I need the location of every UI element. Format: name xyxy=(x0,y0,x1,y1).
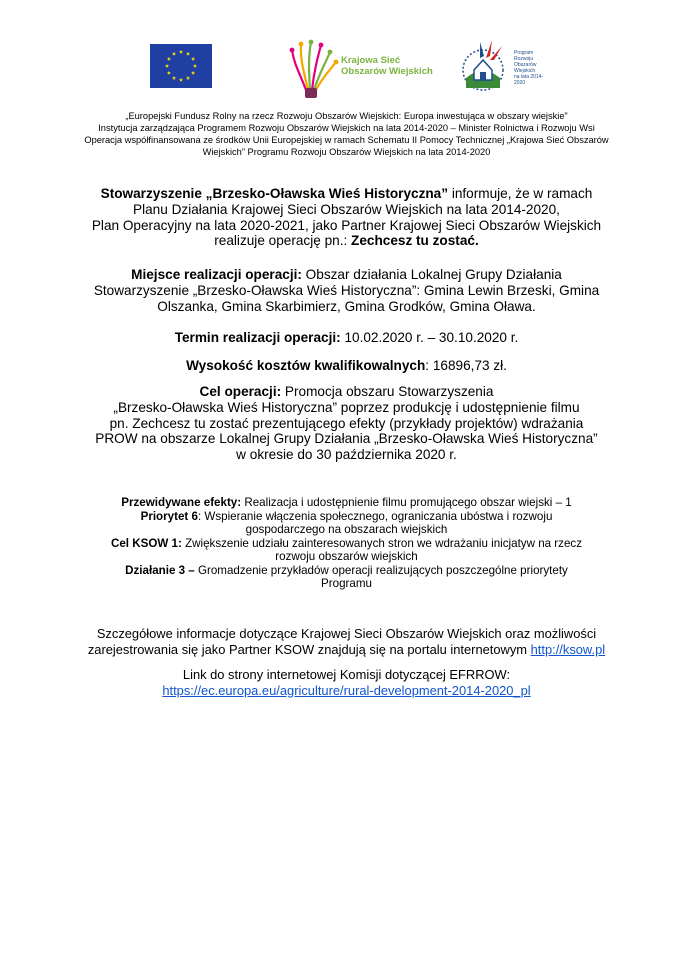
costs-paragraph xyxy=(0,358,693,374)
prow-logo xyxy=(456,38,554,98)
location-label: Miejsce realizacji operacji: xyxy=(131,267,302,282)
prow-name-line2: Rozwoju xyxy=(514,56,534,62)
action-text: Gromadzenie przykładów operacji realizujących poszczególne priorytety xyxy=(194,563,568,577)
effects-label: Przewidywane efekty: xyxy=(121,496,242,509)
logos-header xyxy=(0,38,693,100)
priority-text: gospodarczego na obszarach wiejskich xyxy=(245,523,448,536)
intro-text: Planu Działania Krajowej Sieci Obszarów Wiejskich na lata 2014-2020, xyxy=(133,201,560,217)
info-paragraph xyxy=(0,626,693,658)
ksow-logo-text xyxy=(341,55,433,77)
disclaimer-line: Wiejskich” Programu Rozwoju Obszarów Wiejskich na lata 2014-2020 xyxy=(202,147,491,157)
organization-name: Stowarzyszenie „Brzesko-Oławska Wieś Historyczna” xyxy=(100,186,449,201)
goal-text: „Brzesko-Oławska Wieś Historyczna” poprzez produkcję i udostępnienie filmu xyxy=(113,399,580,415)
action-text: Programu xyxy=(321,577,372,590)
funding-disclaimer xyxy=(0,110,693,158)
efrrow-text: Link do strony internetowej Komisji dotyczącej EFRROW: xyxy=(182,667,511,682)
ksow-name-line1: Krajowa Sieć xyxy=(341,55,401,66)
prow-name-line3: Obszarów xyxy=(514,62,537,68)
efrrow-link[interactable]: https://ec.europa.eu/agriculture/rural-development-2014-2020_pl xyxy=(162,682,531,698)
effects-text: Realizacja i udostępnienie filmu promującego obszar wiejski – 1 xyxy=(241,496,572,509)
goal-text: pn. Zechcesz tu zostać prezentującego efekty (przykłady projektów) wdrażania xyxy=(109,415,584,431)
intro-text: Plan Operacyjny na lata 2020-2021, jako Partner Krajowej Sieci Obszarów Wiejskich xyxy=(91,217,602,233)
ksow-goal-label: Cel KSOW 1: xyxy=(110,536,182,550)
intro-text: informuje, że w ramach xyxy=(448,186,593,201)
ksow-goal-text: Zwiększenie udziału zainteresowanych stron we wdrażaniu inicjatyw na rzecz xyxy=(181,536,583,550)
info-text: zarejestrowania się jako Partner KSOW znajdują się na portalu internetowym xyxy=(87,641,531,657)
term-paragraph xyxy=(0,330,693,346)
priority-text: : Wspieranie włączenia społecznego, ograniczania ubóstwa i rozwoju xyxy=(197,509,553,523)
action-label: Działanie 3 – xyxy=(125,563,195,577)
location-text: Olszanka, Gmina Skarbimierz, Gmina Grodków, Gmina Oława. xyxy=(157,298,536,314)
efrrow-paragraph xyxy=(0,667,693,699)
prow-logo-text xyxy=(514,50,554,86)
ksow-emblem-icon xyxy=(286,38,342,100)
info-text: Szczegółowe informacje dotyczące Krajowej Sieci Obszarów Wiejskich oraz możliwości xyxy=(96,626,597,641)
prow-name-line4: Wiejskich xyxy=(514,68,536,74)
priority-label: Priorytet 6 xyxy=(140,509,198,523)
location-text: Obszar działania Lokalnej Grupy Działania xyxy=(301,267,562,282)
goal-paragraph xyxy=(0,384,693,463)
disclaimer-line: Instytucja zarządzająca Programem Rozwoju Obszarów Wiejskich na lata 2014-2020 – Minister Rolnictwa i Rozwoju Wsi xyxy=(98,123,595,133)
operation-name: Zechcesz tu zostać. xyxy=(351,233,479,249)
intro-paragraph xyxy=(0,186,693,249)
eu-flag-logo xyxy=(150,44,212,88)
term-value: 10.02.2020 r. – 30.10.2020 r. xyxy=(340,330,519,345)
location-paragraph xyxy=(0,267,693,314)
disclaimer-line: Operacja współfinansowana ze środków Unii Europejskiej w ramach Schematu II Pomocy Technicznej „Krajowa Sieć Obszarów xyxy=(84,135,609,145)
term-label: Termin realizacji operacji: xyxy=(174,330,341,345)
prow-name-line5: na lata 2014-2020 xyxy=(514,74,544,86)
goal-text: PROW na obszarze Lokalnej Grupy Działania „Brzesko-Oławska Wieś Historyczna” xyxy=(95,431,598,447)
ksow-name-line2: Obszarów Wiejskich xyxy=(341,66,433,77)
intro-text: realizuje operację pn.: xyxy=(214,233,352,249)
goal-label: Cel operacji: xyxy=(199,384,282,399)
disclaimer-line: „Europejski Fundusz Rolny na rzecz Rozwoju Obszarów Wiejskich: Europa inwestująca w obszary wiejskie” xyxy=(125,111,568,121)
location-text: Stowarzyszenie „Brzesko-Oławska Wieś Historyczna”: Gmina Lewin Brzeski, Gmina xyxy=(93,282,600,298)
ksow-logo xyxy=(286,38,434,100)
effects-section xyxy=(0,496,693,591)
goal-text: w okresie do 30 października 2020 r. xyxy=(236,447,457,463)
prow-name-line1: Program xyxy=(514,50,534,56)
costs-label: Wysokość kosztów kwalifikowalnych xyxy=(186,358,426,373)
ksow-portal-link[interactable]: http://ksow.pl xyxy=(530,641,606,657)
ksow-goal-text: rozwoju obszarów wiejskich xyxy=(275,550,418,563)
goal-text: Promocja obszaru Stowarzyszenia xyxy=(281,384,494,399)
costs-value: : 16896,73 zł. xyxy=(425,358,507,373)
prow-emblem-icon xyxy=(456,38,512,98)
